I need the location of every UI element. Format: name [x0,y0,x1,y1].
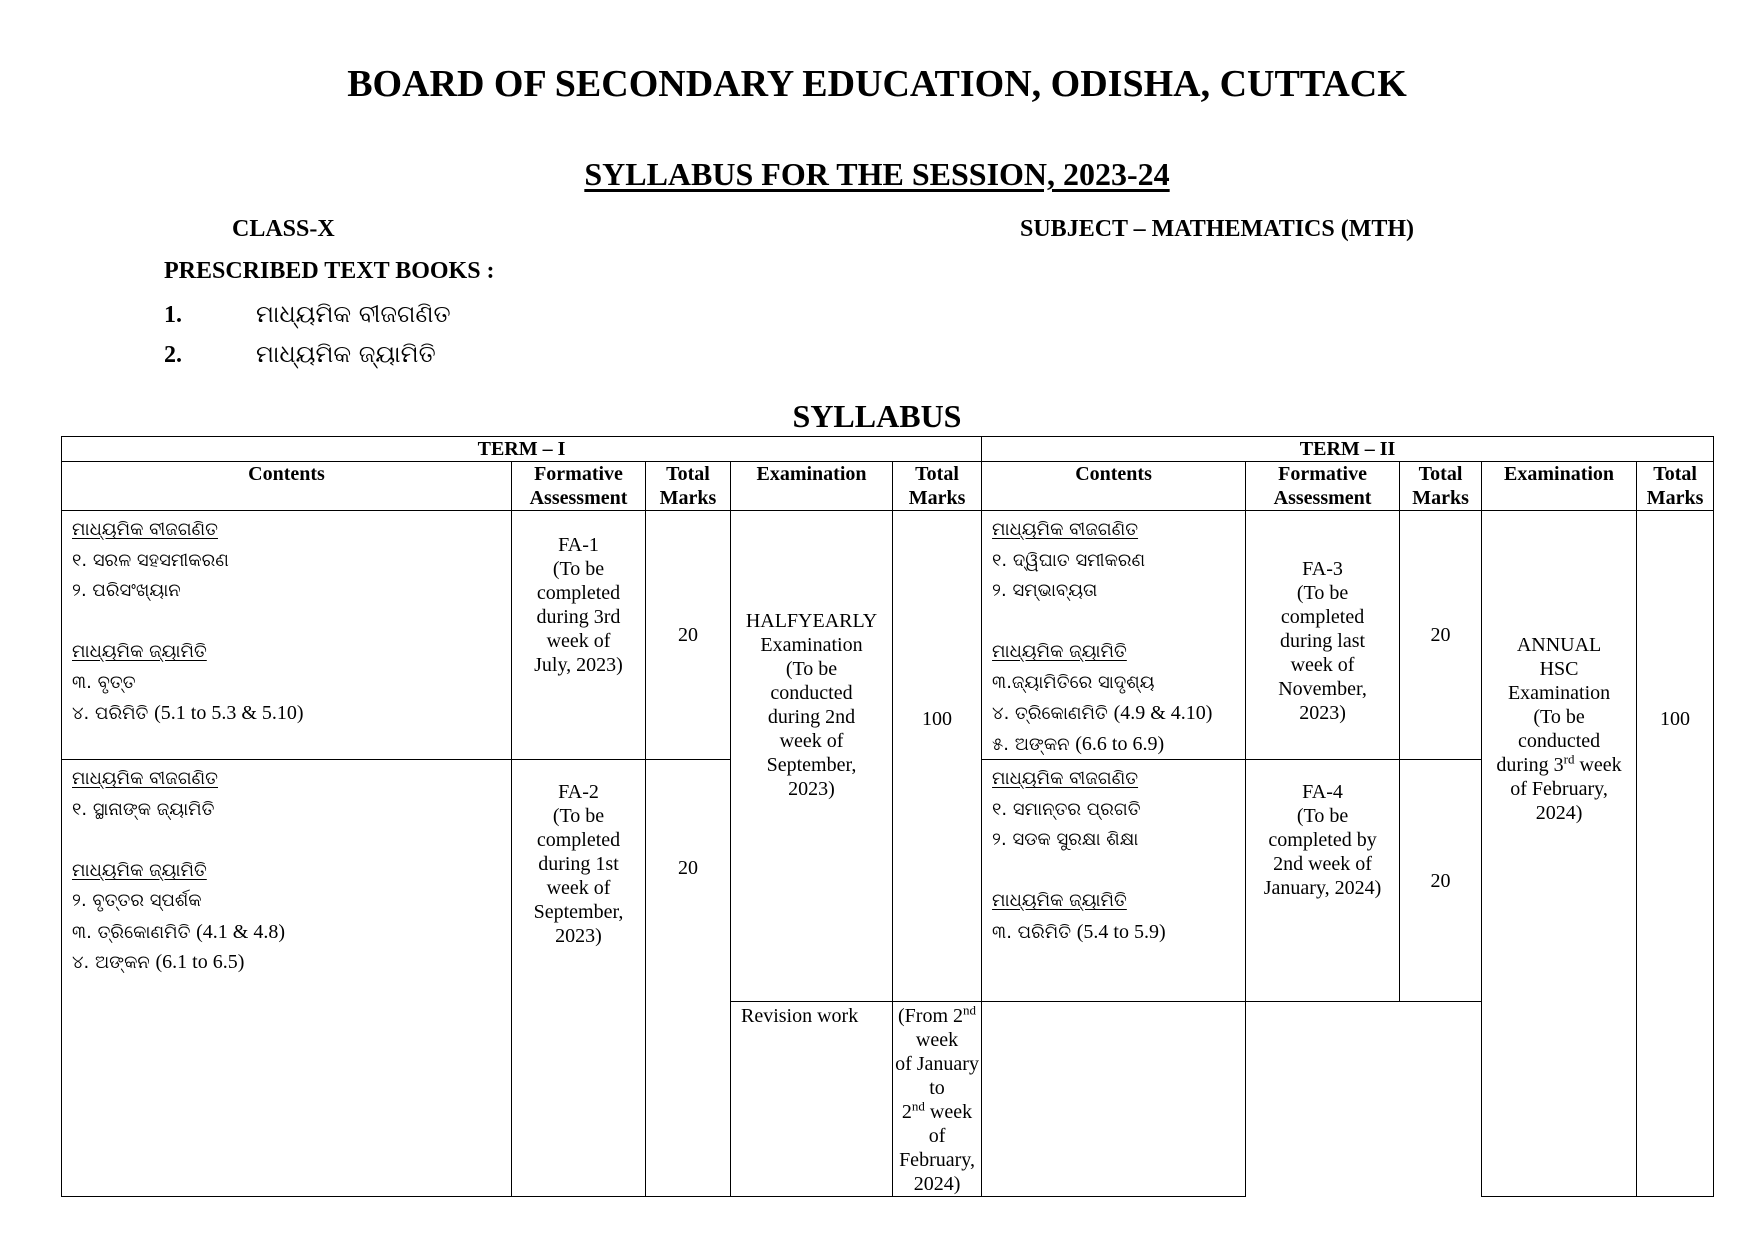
col-total-marks: Total Marks [646,462,731,511]
term1-total-marks: 100 [893,511,982,1002]
fa4-assessment: FA-4 (To be completed by 2nd week of January, 2024) [1246,760,1400,1002]
syllabus-table [61,436,1714,1197]
class-label: CLASS-X [232,216,335,242]
col-contents: Contents [62,462,512,511]
col-examination: Examination [1482,462,1637,511]
fa2-marks: 20 [646,760,731,1197]
col-examination: Examination [731,462,893,511]
term-2-header: TERM – II [982,437,1714,462]
revision-work: Revision work [731,1002,893,1197]
fa1-contents: ମାଧ୍ୟମିକ ବୀଜଗଣିତ ୧. ସରଳ ସହସମୀକରଣ ୨. ପରିସଂଖ୍ୟାନ ମାଧ୍ୟମିକ ଜ୍ୟାମିତି ୩. ବୃତ୍ତ ୪. ପରିମିତି (5.1 to 5.3 & 5.10) [62,511,512,760]
col-formative-assessment: Formative Assessment [1246,462,1400,511]
fa2-contents: ମାଧ୍ୟମିକ ବୀଜଗଣିତ ୧. ସ୍ଥାନାଙ୍କ ଜ୍ୟାମିତି ମାଧ୍ୟମିକ ଜ୍ୟାମିତି ୨. ବୃତ୍ତର ସ୍ପର୍ଶକ ୩. ତ୍ରିକୋଣମିତି (4.1 & 4.8) ୪. ଅଙ୍କନ (6.1 to 6.5) [62,760,512,1197]
fa4-marks: 20 [1400,760,1482,1002]
col-formative-assessment: Formative Assessment [512,462,646,511]
annual-hsc-examination: ANNUAL HSC Examination (To be conducted during 3rd week of February, 2024) [1482,511,1637,1197]
term2-total-marks: 100 [1637,511,1714,1197]
revision-period: (From 2nd week of January to 2nd week of February, 2024) [893,1002,982,1197]
book-item: 2. ମାଧ୍ୟମିକ ଜ୍ୟାମିତି [164,340,436,368]
fa4-contents: ମାଧ୍ୟମିକ ବୀଜଗଣିତ ୧. ସମାନ୍ତର ପ୍ରଗତି ୨. ସଡକ ସୁରକ୍ଷା ଶିକ୍ଷା ମାଧ୍ୟମିକ ଜ୍ୟାମିତି ୩. ପରିମିତି (5.4 to 5.9) [982,760,1246,1002]
revision-marks-empty [982,1002,1246,1197]
term-1-header: TERM – I [62,437,982,462]
session-title: SYLLABUS FOR THE SESSION, 2023-24 [584,156,1170,192]
fa3-marks: 20 [1400,511,1482,760]
fa1-assessment: FA-1 (To be completed during 3rd week of July, 2023) [512,511,646,760]
fa3-assessment: FA-3 (To be completed during last week of November, 2023) [1246,511,1400,760]
col-total-marks: Total Marks [893,462,982,511]
col-total-marks: Total Marks [1637,462,1714,511]
board-title: BOARD OF SECONDARY EDUCATION, ODISHA, CUTTACK [347,63,1407,105]
syllabus-heading: SYLLABUS [792,398,962,434]
col-contents: Contents [982,462,1246,511]
col-total-marks: Total Marks [1400,462,1482,511]
book-item: 1. ମାଧ୍ୟମିକ ବୀଜଗଣିତ [164,300,451,328]
subject-label: SUBJECT – MATHEMATICS (MTH) [1020,216,1415,242]
fa3-contents: ମାଧ୍ୟମିକ ବୀଜଗଣିତ ୧. ଦ୍ୱିଘାତ ସମୀକରଣ ୨. ସମ୍ଭାବ୍ୟତା ମାଧ୍ୟମିକ ଜ୍ୟାମିତି ୩.ଜ୍ୟାମିତିରେ ସାଦୃଶ୍ୟ ୪. ତ୍ରିକୋଣମିତି (4.9 & 4.10) ୫. ଅଙ୍କନ (6.6 to 6.9) [982,511,1246,760]
prescribed-books-label: PRESCRIBED TEXT BOOKS : [164,258,495,284]
halfyearly-examination: HALFYEARLY Examination (To be conducted during 2nd week of September, 2023) [731,511,893,1002]
fa1-marks: 20 [646,511,731,760]
fa2-assessment: FA-2 (To be completed during 1st week of September, 2023) [512,760,646,1197]
